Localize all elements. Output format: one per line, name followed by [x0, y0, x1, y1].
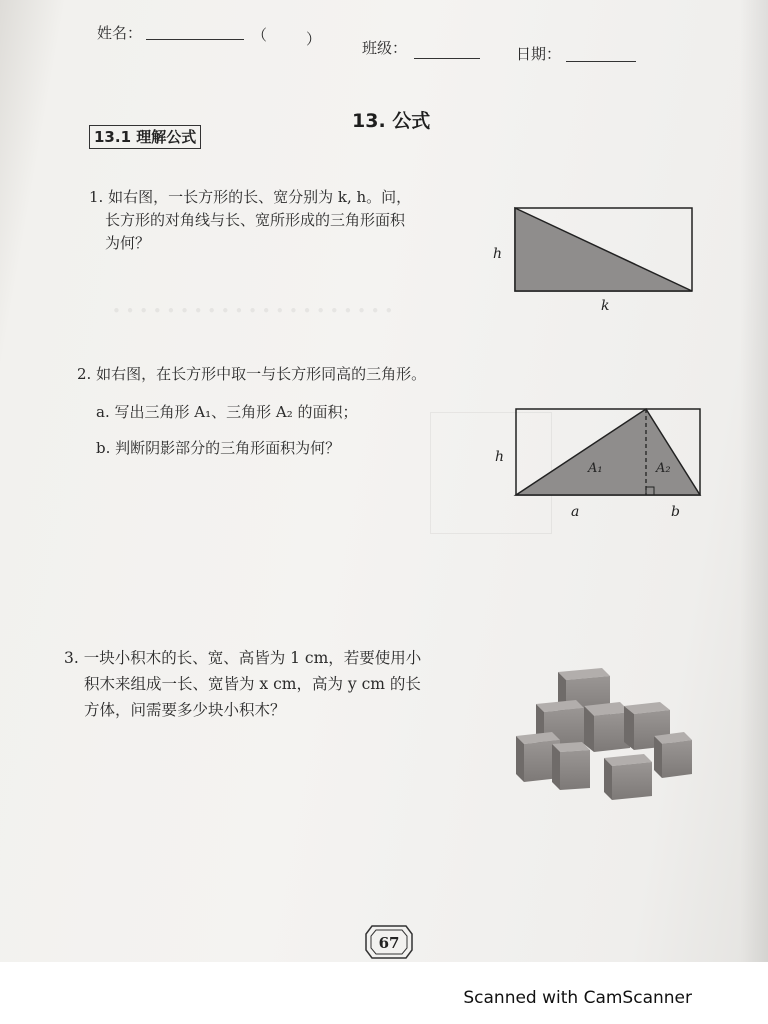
date-label: 日期：: [516, 45, 562, 63]
question-3: [64, 645, 421, 723]
section-title: 13.1 理解公式: [89, 125, 201, 149]
paren-close: ）: [306, 30, 322, 48]
height-label: h: [493, 246, 503, 262]
paren-open: （: [252, 26, 268, 44]
question-2: 2. 如右图，在长方形中取一与长方形同高的三角形。: [77, 365, 427, 383]
question-line: 长方形的对角线与长、宽所形成的三角形面积: [105, 211, 406, 229]
height-label: h: [495, 449, 505, 465]
wooden-blocks-image: [512, 662, 698, 802]
name-label: 姓名：: [97, 24, 143, 42]
question-line: 为何？: [105, 234, 151, 252]
question-line: 积木来组成一长、宽皆为 x cm，高为 y cm 的长: [84, 675, 421, 693]
question-2a: a. 写出三角形 A₁、三角形 A₂ 的面积；: [96, 403, 358, 421]
base-a-label: a: [571, 504, 580, 520]
question-line: 1. 如右图，一长方形的长、宽分别为 k, h。问，: [89, 188, 412, 206]
block: [604, 754, 652, 800]
name-blank: [146, 39, 244, 40]
rectangle-diagonal-figure: [488, 204, 698, 316]
triangle-a1-label: A₁: [588, 461, 603, 476]
block: [552, 742, 590, 790]
scanner-watermark-text: Scanned with CamScanner: [463, 988, 692, 1008]
shaded-triangle: [516, 409, 700, 495]
length-label: k: [601, 298, 610, 314]
triangle-a2-label: A₂: [656, 461, 671, 476]
shaded-triangle: [515, 208, 692, 291]
class-blank: [414, 58, 480, 59]
block: [584, 702, 630, 752]
base-b-label: b: [671, 504, 680, 520]
question-1: [89, 186, 411, 255]
page-number: 67: [378, 934, 400, 952]
question-line: 3. 一块小积木的长、宽、高皆为 1 cm，若要使用小: [64, 649, 422, 667]
class-label: 班级：: [362, 39, 408, 57]
date-blank: [566, 61, 636, 62]
rectangle-triangle-figure: [488, 404, 704, 526]
lesson-title: 13. 公式: [352, 110, 431, 132]
block: [654, 732, 692, 778]
page-number-badge: [364, 922, 414, 962]
scan-footer: [0, 962, 768, 1024]
question-2b: b. 判断阴影部分的三角形面积为何？: [96, 439, 341, 457]
question-line: 方体，问需要多少块小积木？: [84, 701, 286, 719]
bleed-through-text: • • • • • • • • • • • • • • • • • • • • •: [112, 302, 394, 320]
